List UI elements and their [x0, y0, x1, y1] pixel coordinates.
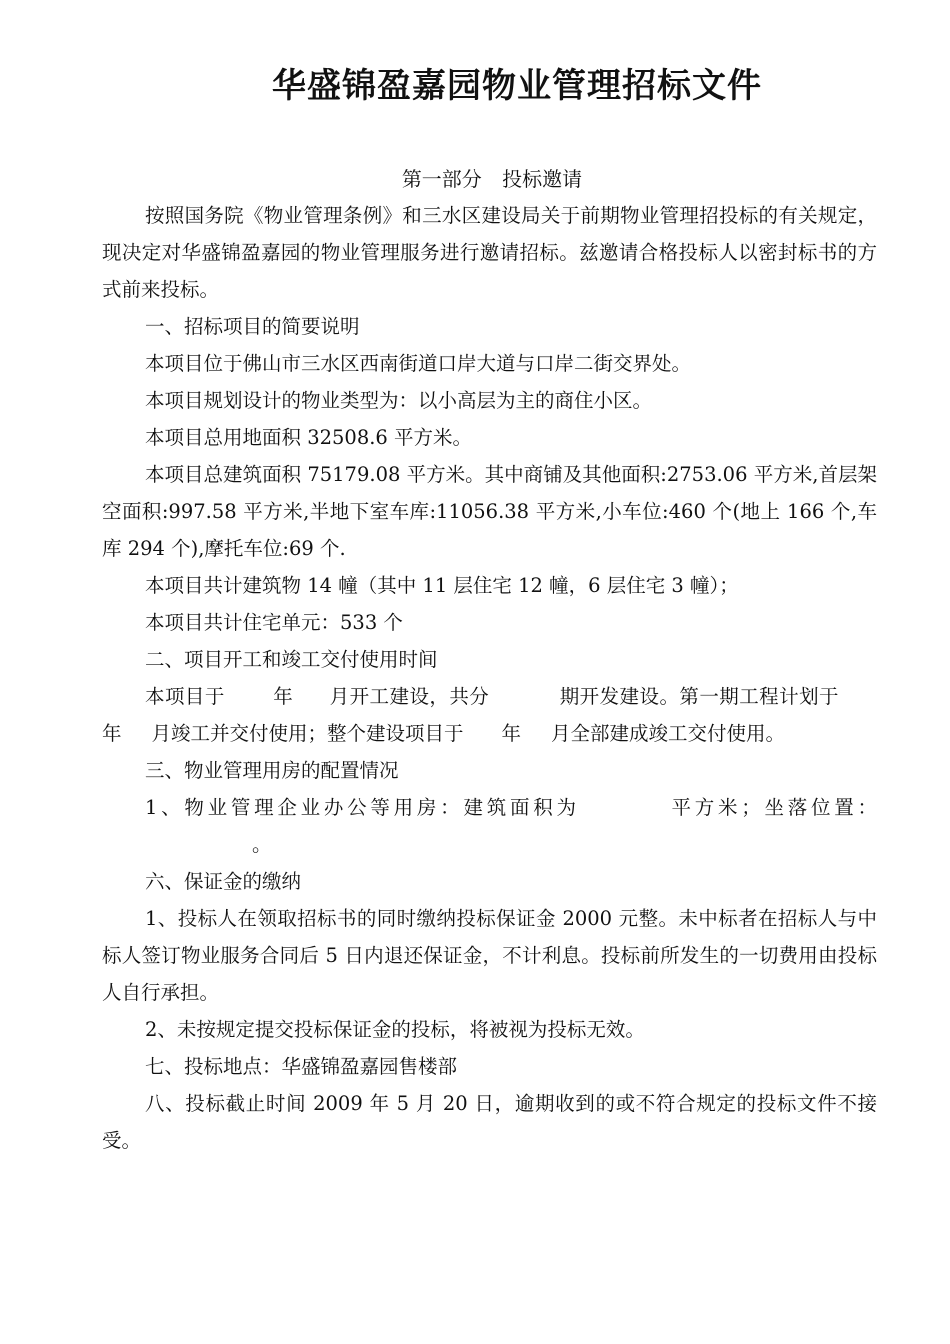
office-text-b: 平方米；坐落位置： [667, 796, 877, 819]
building-count: 本项目共计建筑物 14 幢（其中 11 层住宅 12 幢，6 层住宅 3 幢）； [145, 574, 739, 597]
unit-count: 本项目共计住宅单元：533 个 [145, 611, 403, 634]
bid-deadline: 八、投标截止时间 2009 年 5 月 20 日，逾期收到的或不符合规定的投标文件不接受。 [102, 1092, 877, 1152]
schedule-text-d: 期开发建设。第一期工程计划于 [559, 685, 839, 708]
land-area: 本项目总用地面积 32508.6 平方米。 [145, 426, 473, 449]
schedule-text-f: 月竣工并交付使用；整个建设项目于 [151, 722, 464, 745]
section-3-heading: 三、物业管理用房的配置情况 [145, 759, 399, 782]
deposit-rule-1: 1、投标人在领取招标书的同时缴纳投标保证金 2000 元整。未中标者在招标人与中标人签订物业服务合同后 5 日内退还保证金，不计利息。投标前所发生的一切费用由投标人自行承担。 [102, 907, 877, 1004]
office-text-c: 。 [252, 833, 272, 856]
intro-paragraph: 按照国务院《物业管理条例》和三水区建设局关于前期物业管理招投标的有关规定，现决定对华盛锦盈嘉园的物业管理服务进行邀请招标。兹邀请合格投标人以密封标书的方式前来投标。 [102, 204, 877, 301]
deposit-rule-2: 2、未按规定提交投标保证金的投标，将被视为投标无效。 [145, 1018, 645, 1041]
building-area: 本项目总建筑面积 75179.08 平方米。其中商铺及其他面积:2753.06 平方米,首层架空面积:997.58 平方米,半地下室车库:11056.38 平方米,小车位:460 个(地上 166 个,车库 294 个),摩托车位:69 个. [102, 463, 877, 560]
schedule-paragraph [102, 678, 877, 752]
office-text-a: 1、物业管理企业办公等用房：建筑面积为 [145, 796, 580, 819]
schedule-text-h: 月全部建成竣工交付使用。 [551, 722, 786, 745]
document-body [102, 197, 877, 1159]
schedule-text-a: 本项目于 [145, 685, 225, 708]
section-1-heading: 一、招标项目的简要说明 [145, 315, 360, 338]
project-location: 本项目位于佛山市三水区西南街道口岸大道与口岸二街交界处。 [145, 352, 692, 375]
document-title: 华盛锦盈嘉园物业管理招标文件 [272, 66, 762, 106]
section-title: 第一部分 投标邀请 [401, 167, 583, 191]
property-type: 本项目规划设计的物业类型为：以小高层为主的商住小区。 [145, 389, 653, 412]
section-2-heading: 二、项目开工和竣工交付使用时间 [145, 648, 438, 671]
bid-location: 七、投标地点：华盛锦盈嘉园售楼部 [145, 1055, 458, 1078]
schedule-text-g: 年 [501, 722, 522, 745]
office-space-paragraph [102, 789, 877, 863]
schedule-text-b: 年 [272, 685, 294, 708]
schedule-text-e: 年 [102, 722, 122, 745]
schedule-text-c: 月开工建设，共分 [329, 685, 490, 708]
section-6-heading: 六、保证金的缴纳 [145, 870, 302, 893]
